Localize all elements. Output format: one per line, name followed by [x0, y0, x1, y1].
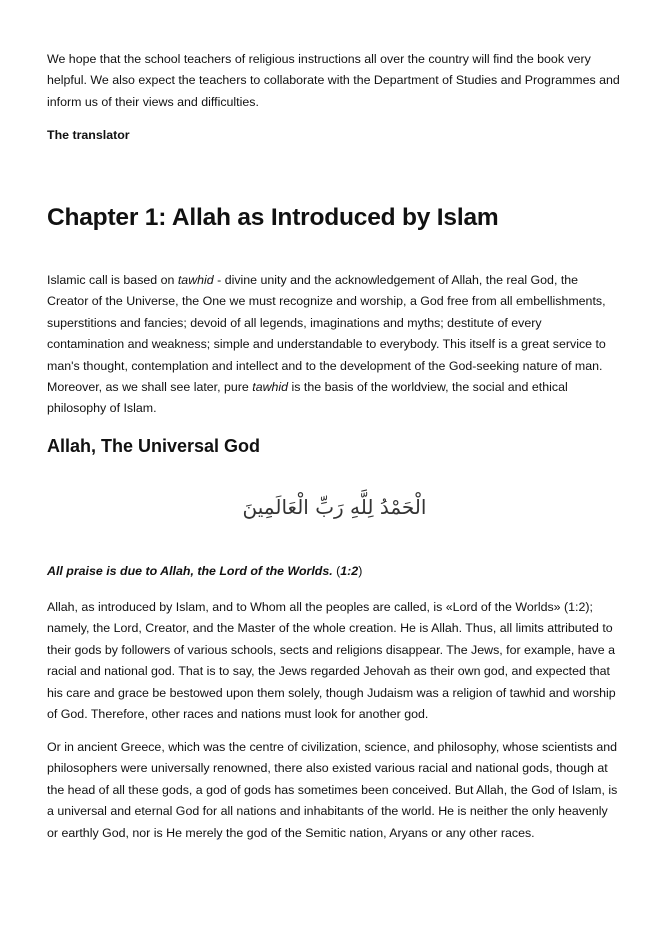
arabic-verse: الْحَمْدُ لِلَّهِ رَبِّ الْعَالَمِينَ [242, 495, 427, 519]
chapter-title: Chapter 1: Allah as Introduced by Islam [47, 204, 499, 231]
text-run: is the basis of the worldview, the social and ethical philosophy of Islam. [47, 380, 568, 416]
ref-open: ( [332, 564, 341, 578]
verse-translation [47, 564, 362, 578]
ref-close: ) [358, 564, 363, 578]
body-paragraph: Or in ancient Greece, which was the centre of civilization, science, and philosophy, whose scientists and philosophers were universally renowned, there also existed various racial and national gods, though at the head of all these gods, a god of gods has sometimes been conceived. But Allah, the God of Islam, is a universal and eternal God for all nations and inhabitants of the world. He is neither the only heavenly or earthly God, nor is He merely the god of the Semitic nation, Aryans or any other races. [47, 740, 618, 840]
italic-term: tawhid [252, 380, 289, 395]
chapter-intro-paragraph [47, 270, 622, 420]
section-title: Allah, The Universal God [47, 436, 261, 456]
body-paragraph: Allah, as introduced by Islam, and to Whom all the peoples are called, is «Lord of the Worlds» (1:2); namely, the Lord, Creator, and the Master of the whole creation. He is Allah. Thus, all limits attributed to their gods by followers of various schools, sects and religions disappear. The Jews, for example, have a racial and national god. That is to say, the Jews regarded Jehovah as their own god, and expected that his care and grace be bestowed upon them solely, though Judaism was a religion of tawhid and worship of God. Therefore, other races and nations must look for another god. [47, 600, 616, 722]
intro-paragraph: We hope that the school teachers of religious instructions all over the country will find the book very helpful. We also expect the teachers to collaborate with the Department of Studies and Programmes and inform us of their views and difficulties. [47, 52, 620, 109]
verse-ref-number: 1:2 [340, 564, 359, 578]
italic-term: tawhid [177, 273, 214, 287]
text-run: - divine unity and the acknowledgement of Allah, the real God, the Creator of the Universe, the One we must recognize and worship, a God free from all embellishments, superstitions and fancies; devoid of all legends, imaginations and myths; destitute of every contamination and weakness; simple and understandable to everybody. This itself is a great service to man's thought, contemplation and intellect and to the development of the God-seeking nature of man. Moreover, as we shall see later, pure [47, 273, 606, 395]
verse-text: All praise is due to Allah, the Lord of the Worlds. [47, 564, 333, 578]
verse-reference [333, 564, 363, 578]
text-run: Islamic call is based on [47, 273, 178, 287]
translator-signature: The translator [47, 128, 130, 142]
